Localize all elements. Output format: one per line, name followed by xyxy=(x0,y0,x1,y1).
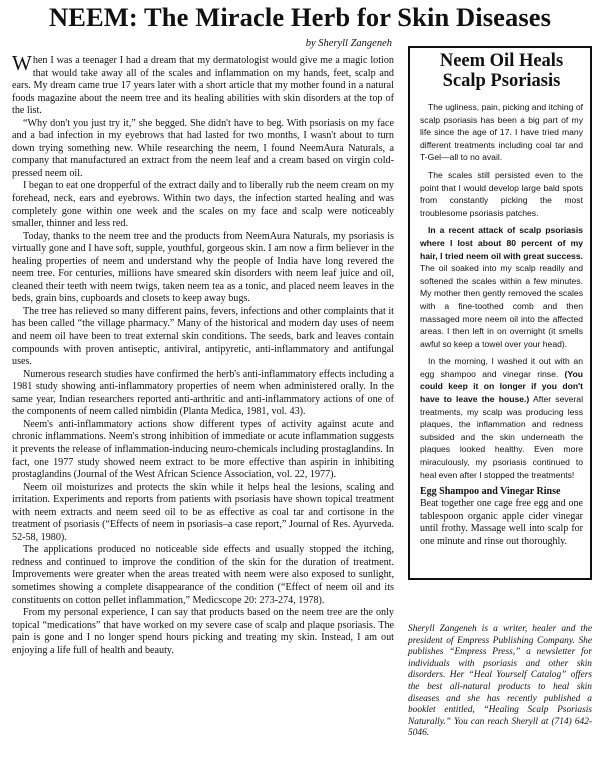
article-paragraph-8: Neem oil moisturizes and protects the skin while it helps heal the lesions, scaling and irritation. Experiments and reports from patients with psoriasis have shown topical treatment with neem extracts and neem seed oil to be as effective as coal tar and cortisone in the treatment of psoriasis (“Effects of neem in psoriasis–a case report,” Journal of Res. Ayurveda. 52-58, 1980). xyxy=(12,481,394,543)
sidebar-paragraph-2: The scales still persisted even to the point that I would develop large bald spots from constantly picking the most troublesome psoriasis patches. xyxy=(420,169,583,218)
article-paragraph-3: I began to eat one dropperful of the extract daily and to liberally rub the neem cream on my forehead, neck, ears and eyebrows. Within two days, the infection started healing and was completely gone within one week and the scales on my face and scalp were noticeably smaller, thinner and less red. xyxy=(12,180,394,230)
article-paragraph-6: Numerous research studies have confirmed the herb's anti-inflammatory effects including a 1981 study showing anti-inflammatory properties of neem when administered orally. In the same year, Indian researchers reported anti-arthritic and anti-inflammatory actions of one of the components of neem called nimbidin (Planta Medica, 1981, vol. 43). xyxy=(12,368,394,418)
byline: by Sheryll Zangeneh xyxy=(305,38,392,49)
article-headline: NEEM: The Miracle Herb for Skin Diseases xyxy=(48,2,552,32)
article-body xyxy=(12,51,394,657)
article-paragraph-7: Neem's anti-inflammatory actions show different types of activity against acute and chronic inflammations. Neem's strong inhibition of immediate or acute inflammation suggests it prevents the release of inflammation-inducing neuro-chemicals including prostaglandins. In fact, one 1977 study showed neem extract to be more effective than aspirin in inhibiting prostaglandins (Journal of the West African Science Association, vol. 22, 1977). xyxy=(12,418,394,481)
sidebar-box xyxy=(408,46,592,580)
sidebar-paragraph-3: In a recent attack of scalp psoriasis where I lost about 80 percent of my hair, I tried neem oil with great success. The oil soaked into my scalp readily and softened the scales within a few minutes. My mother then gently removed the scales with a fine-toothed comb and then massaged more neem oil into the affected areas. I then left in on overnight (it smells awful so keep a towel over your head). xyxy=(420,225,583,349)
article-paragraph-1: When I was a teenager I had a dream that my dermatologist would give me a magic lotion that would take away all of the scales and inflammation on my hands, feet, scalp and ears. My dream came true 17 years later with a short article that my mother found in a natural foods magazine about the neem tree and its healing abilities with skin disorders at the top of the list. xyxy=(12,51,394,117)
recipe-title: Egg Shampoo and Vinegar Rinse xyxy=(420,486,561,498)
article-paragraph-10: From my personal experience, I can say that products based on the neem tree are the only topical “medications” that have worked on my severe case of scalp and plaque psoriasis. The pain is gone and I no longer spend hours picking and treating my skin. Instead, I am out enjoying a life full of health and beauty. xyxy=(12,607,394,656)
sidebar-body xyxy=(420,101,583,481)
drop-cap: W xyxy=(12,51,32,75)
article-paragraph-4: Today, thanks to the neem tree and the products from NeemAura Naturals, my psoriasis is virtually gone and I have soft, supple, youthful, gorgeous skin. I am now a firm believer in the healing properties of neem and understand why the people of India have long revered the neem tree. For centuries, millions have smeared skin disorders with neem leaf juice and oil, cleaned their teeth with neem twigs, taken neem tea as a tonic, and placed neem leaves in the beds, grain bins, cupboards and closets to keep away bugs. xyxy=(12,230,394,305)
article-paragraph-5: The tree has relieved so many different pains, fevers, infections and other complaints that it has been called “the village pharmacy.” Many of the historical and modern day uses of neem and neem oil have been to treat external skin conditions. The seeds, bark and leaves contain compounds with proven antiseptic, antiviral, antipyretic, anti-inflammatory and antifungal uses. xyxy=(12,305,394,368)
sidebar-paragraph-1: The ugliness, pain, picking and itching of scalp psoriasis has been a big part of my life since the age of 17. I have tried many different treatments including coal tar and T-Gel—all to no avail. xyxy=(420,102,583,163)
recipe-text: Beat together one cage free egg and one tablespoon organic apple cider vinegar until frothy. Massage well into scalp for one minute and rinse out thoroughly. xyxy=(420,498,583,547)
sidebar-title: Neem Oil Heals Scalp Psoriasis xyxy=(439,51,564,91)
article-paragraph-2: “Why don't you just try it,” she begged. She didn't have to beg. With psoriasis on my face and a bad infection in my eyebrows that had lasted for two months, I wasn't about to turn down trying something new. While researching the neem, I found NeemAura Naturals, a company that manufactured an extract from the neem leaf and a cream based on virgin cold-pressed neem oil. xyxy=(12,117,394,179)
author-bio: Sheryll Zangeneh is a writer, healer and the president of Empress Publishing Company. She publishes “Empress Press,” a newsletter for individuals with psoriasis and other skin disorders. Her “Heal Yourself Catalog” offers the best all-natural products to heal skin diseases and she has recently published a booklet entitled, “Healing Scalp Psoriasis Naturally.” You can reach Sheryll at (714) 642-5046. xyxy=(408,624,592,739)
sidebar-paragraph-4: In the morning, I washed it out with an egg shampoo and vinegar rinse. (You could keep it on longer if you don't have to leave the house.) After several treatments, my scalp was producing less plaques, the inflammation and redness subsided and the skin underneath the plaques looked healthy. Even more miraculously, my psoriasis continued to heal even after I stopped the treatments! xyxy=(420,356,583,480)
article-paragraph-9: The applications produced no noticeable side effects and usually stopped the itching, redness and continued to improve the condition of the skin for the duration of treatment. Improvements were greater when the areas treated with neem were also exposed to sunlight, sometimes showing a complete disappearance of the condition (“Effect of neem oil and its constituents on cotton pellet inflammation,” Medicscope 20: 273-274, 1978). xyxy=(12,544,394,606)
